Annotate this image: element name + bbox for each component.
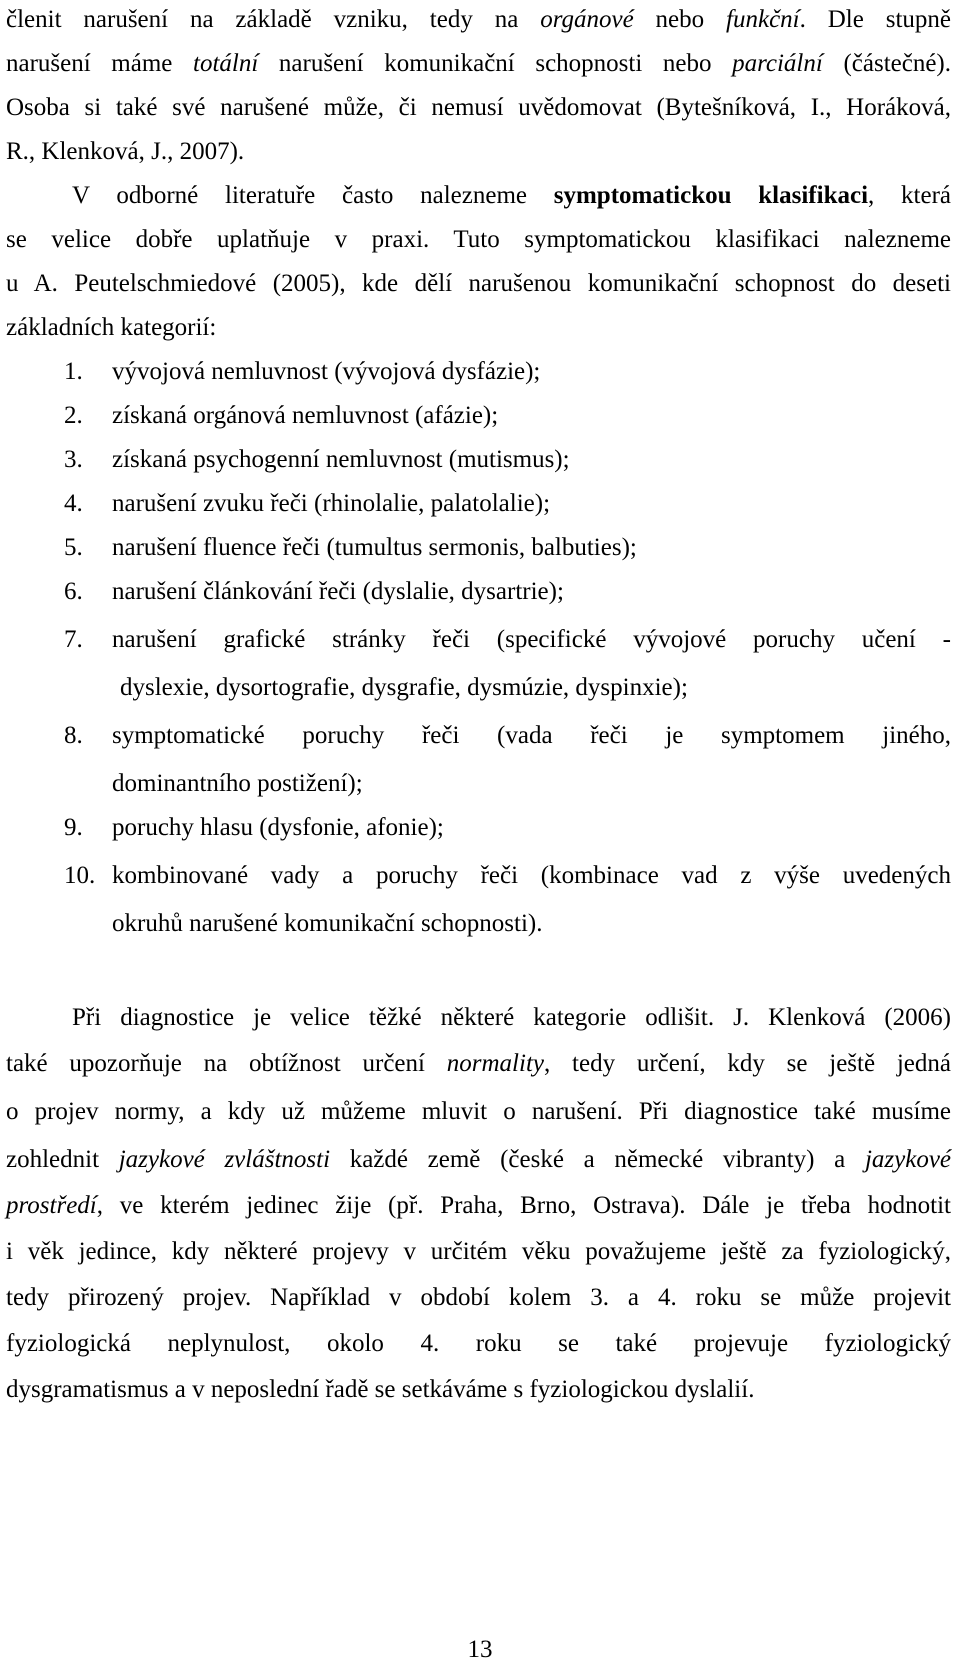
list-item-number: 2. bbox=[64, 402, 83, 429]
paragraph-2-line-4: základních kategorií: bbox=[6, 314, 217, 341]
list-item: narušení grafické stránky řeči (specifické vývojové poruchy učení - bbox=[112, 626, 951, 653]
paragraph-2-line-1: V odborné literatuře často nalezneme symptomatickou klasifikaci, která bbox=[72, 182, 951, 209]
list-item: narušení zvuku řeči (rhinolalie, palatolalie); bbox=[112, 490, 551, 517]
list-item-number: 10. bbox=[64, 862, 96, 889]
list-item-number: 7. bbox=[64, 626, 83, 653]
list-item-number: 3. bbox=[64, 446, 83, 473]
paragraph-3-line-5: prostředí, ve kterém jedinec žije (př. Praha, Brno, Ostrava). Dále je třeba hodnotit bbox=[6, 1192, 951, 1219]
page-number: 13 bbox=[467, 1636, 493, 1663]
list-item-continuation: dominantního postižení); bbox=[112, 770, 363, 797]
paragraph-3-line-9: dysgramatismus a v neposlední řadě se setkáváme s fyziologickou dyslalií. bbox=[6, 1376, 755, 1403]
paragraph-1-line-4: R., Klenková, J., 2007). bbox=[6, 138, 245, 165]
paragraph-1-line-2: narušení máme totální narušení komunikační schopnosti nebo parciální (částečné). bbox=[6, 50, 952, 77]
list-item-number: 9. bbox=[64, 814, 83, 841]
list-item: získaná orgánová nemluvnost (afázie); bbox=[112, 402, 499, 429]
list-item-continuation: okruhů narušené komunikační schopnosti). bbox=[112, 910, 543, 937]
list-item-number: 8. bbox=[64, 722, 83, 749]
list-item-number: 4. bbox=[64, 490, 83, 517]
paragraph-3-line-1: Při diagnostice je velice těžké některé kategorie odlišit. J. Klenková (2006) bbox=[72, 1004, 951, 1031]
list-item-continuation: dyslexie, dysortografie, dysgrafie, dysmúzie, dyspinxie); bbox=[120, 674, 688, 701]
list-item: narušení fluence řeči (tumultus sermonis, balbuties); bbox=[112, 534, 637, 561]
list-item-number: 1. bbox=[64, 358, 83, 385]
list-item: kombinované vady a poruchy řeči (kombinace vad z výše uvedených bbox=[112, 862, 951, 889]
paragraph-3-line-4: zohlednit jazykové zvláštnosti každé země (české a německé vibranty) a jazykové bbox=[6, 1146, 952, 1173]
paragraph-3-line-3: o projev normy, a kdy už můžeme mluvit o narušení. Při diagnostice také musíme bbox=[6, 1098, 951, 1125]
list-item-number: 6. bbox=[64, 578, 83, 605]
paragraph-2-line-2: se velice dobře uplatňuje v praxi. Tuto symptomatickou klasifikaci nalezneme bbox=[6, 226, 951, 253]
paragraph-3-line-7: tedy přirozený projev. Například v období kolem 3. a 4. roku se může projevit bbox=[6, 1284, 951, 1311]
paragraph-1-line-1: členit narušení na základě vzniku, tedy na orgánové nebo funkční. Dle stupně bbox=[6, 6, 951, 33]
list-item-number: 5. bbox=[64, 534, 83, 561]
list-item: vývojová nemluvnost (vývojová dysfázie); bbox=[112, 358, 541, 385]
paragraph-3-line-2: také upozorňuje na obtížnost určení normality, tedy určení, kdy se ještě jedná bbox=[6, 1050, 951, 1077]
paragraph-2-line-3: u A. Peutelschmiedové (2005), kde dělí narušenou komunikační schopnost do deseti bbox=[6, 270, 951, 297]
list-item: získaná psychogenní nemluvnost (mutismus); bbox=[112, 446, 570, 473]
paragraph-3-line-8: fyziologická neplynulost, okolo 4. roku se také projevuje fyziologický bbox=[6, 1330, 951, 1357]
list-item: symptomatické poruchy řeči (vada řeči je symptomem jiného, bbox=[112, 722, 951, 749]
paragraph-1-line-3: Osoba si také své narušené může, či nemusí uvědomovat (Bytešníková, I., Horáková, bbox=[6, 94, 951, 121]
list-item: narušení článkování řeči (dyslalie, dysartrie); bbox=[112, 578, 564, 605]
list-item: poruchy hlasu (dysfonie, afonie); bbox=[112, 814, 444, 841]
paragraph-3-line-6: i věk jedince, kdy některé projevy v určitém věku považujeme ještě za fyziologický, bbox=[6, 1238, 951, 1265]
